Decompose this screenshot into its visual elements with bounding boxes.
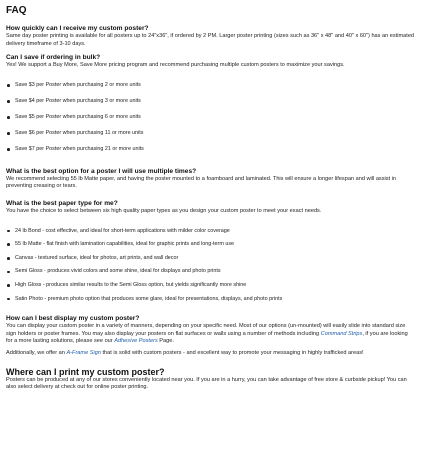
list-item: Canvas - textured surface, ideal for photos, art prints, and wall decor: [6, 255, 415, 262]
faq-title: FAQ: [6, 5, 27, 16]
list-item: 55 lb Matte - flat finish with lamination capabilities, ideal for graphic prints and long-term use: [6, 241, 415, 248]
paper-type-list: [6, 228, 415, 303]
faq-question-multiple-use: What is the best option for a poster I will use multiple times?: [6, 167, 197, 175]
faq-answer-where-to-print: Posters can be produced at any of our stores conveniently located near you. If you are in a hurry, you can take advantage of free store & curbside pickup! You can also select delivery at check out for online poster printing.: [6, 376, 407, 391]
faq-question-where-to-print: Where can I print my custom poster?: [6, 366, 165, 377]
list-item: Save $5 per Poster when purchasing 6 or more units: [6, 114, 415, 121]
faq-answer-delivery-time: Same day poster printing is available for all posters up to 24"x36", if ordered by 2 PM. Larger poster printing (sizes such as 36" x 48" and 40" x 60") has an estimated delivery timeframe of 3-10 days.: [6, 33, 415, 47]
faq-page: [0, 5, 421, 455]
faq-question-display: How can I best display my custom poster?: [6, 315, 140, 323]
command-strips-link[interactable]: Command Strips: [320, 330, 363, 337]
list-item: 24 lb Bond - cost effective, and ideal for short-term applications with milder color coverage: [6, 228, 415, 235]
faq-answer-display-additional: Additionally, we offer an A-Frame Sign that is solid with custom posters - and excellent way to promote your messaging in highly trafficked areas!: [6, 349, 364, 356]
list-item: Save $4 per Poster when purchasing 3 or more units: [6, 98, 415, 105]
list-item: Save $3 per Poster when purchasing 2 or more units: [6, 82, 415, 89]
list-item: Save $7 per Poster when purchasing 21 or more units: [6, 146, 415, 153]
adhesive-posters-link[interactable]: Adhesive Posters: [114, 338, 158, 345]
list-item: Save $6 per Poster when purchasing 11 or more units: [6, 130, 415, 137]
faq-question-delivery-time: How quickly can I receive my custom poster?: [6, 25, 149, 32]
faq-answer-display: You can display your custom poster in a variety of manners, depending on your specific need. Most of our options (un-mounted) will easily slide into standard size sign holders or poster frames. You may also display your posters on flat surfaces or walls using a number of methods including Command Strips, if you are looking for a more lasting solutions, please see our Adhesive Posters Page.: [6, 323, 408, 345]
faq-question-paper-type: What is the best paper type for me?: [6, 199, 118, 207]
list-item: Semi Gloss - produces vivid colors and some shine, ideal for displays and photo prints: [6, 268, 415, 275]
faq-answer-bulk-savings: Yes! We support a Buy More, Save More pricing program and recommend purchasing multiple custom posters to maximize your savings.: [6, 62, 345, 69]
list-item: High Gloss - produces similar results to the Semi Gloss option, but yields significantly more shine: [6, 282, 415, 289]
a-frame-sign-link[interactable]: A-Frame Sign: [66, 349, 101, 356]
list-item: Satin Photo - premium photo option that produces some glare, ideal for presentations, displays, and photo prints: [6, 296, 415, 303]
faq-answer-multiple-use: We recommend selecting 55 lb Matte paper, and having the poster mounted to a foamboard and laminated. This will ensure a longer lifespan and will assist in preventing creasing or tears.: [6, 175, 397, 190]
bulk-savings-list: [6, 82, 415, 153]
faq-question-bulk-savings: Can I save if ordering in bulk?: [6, 54, 101, 62]
faq-answer-paper-type: You have the choice to select between six high quality paper types as you design your custom poster to meet your exact needs.: [6, 207, 322, 214]
